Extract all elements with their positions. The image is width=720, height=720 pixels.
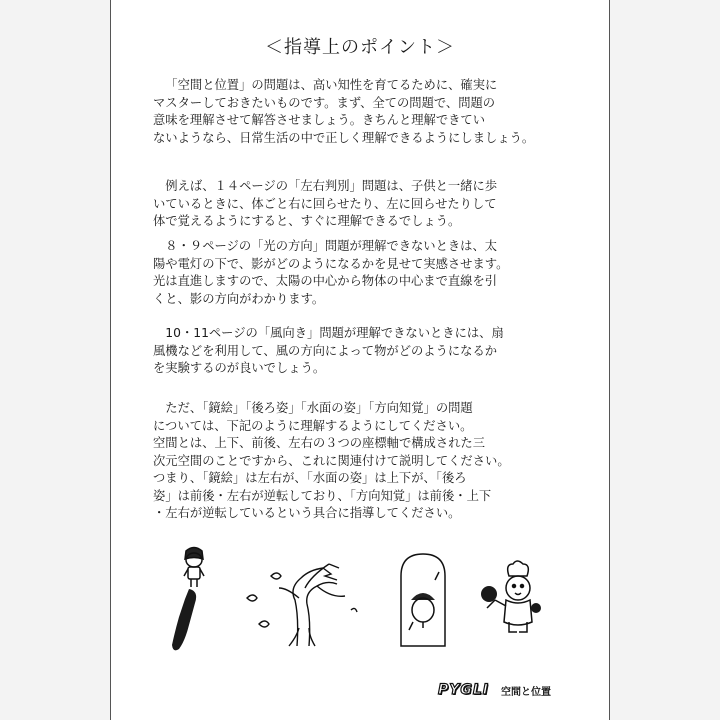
publisher-logo: PYGLI	[437, 682, 489, 698]
paragraph-5: ただ、「鏡絵」「後ろ姿」「水面の姿」「方向知覚」の問題 については、下記のように理解するようにしてください。 空間とは、上下、前後、左右の３つの座標軸で構成された三 次元空間のことですから、これに関連付けて説明してください。 つまり、「鏡絵」は左右が、「水面の姿」は上下が、「後ろ 姿」は前後・左右が逆転しており、「方向知覚」は前後・上下 ・左右が逆転しているという具合に指導してください。	[153, 401, 510, 520]
page-title: ＜指導上のポイント＞	[265, 37, 455, 58]
document-page	[110, 0, 610, 720]
series-title: 空間と位置	[501, 686, 551, 698]
paragraph-3: ８・９ページの「光の方向」問題が理解できないときは、太 陽や電灯の下で、影がどのようになるかを見せて実感させます。 光は直進しますので、太陽の中心から物体の中心まで直線を引 くと、影の方向がわかります。	[153, 239, 509, 306]
footer	[438, 682, 551, 698]
tree-in-wind-icon	[239, 558, 359, 648]
mirror-with-acorn-icon	[395, 550, 451, 650]
child-with-shadow-icon	[169, 545, 219, 655]
chef-with-frying-pan-icon	[479, 558, 549, 638]
paragraph-4: 10・11ページの「風向き」問題が理解できないときには、扇 風機などを利用して、風の方向によって物がどのようになるか を実験するのが良いでしょう。	[153, 326, 504, 375]
paragraph-2: 例えば、１４ページの「左右判別」問題は、子供と一緒に歩 いているときに、体ごと右に回らせたり、左に回らせたりして 体で覚えるようにすると、すぐに理解できるでしょう。	[153, 179, 498, 228]
paragraph-1: 「空間と位置」の問題は、高い知性を育てるために、確実に マスターしておきたいものです。まず、全ての問題で、問題の 意味を理解させて解答させましょう。きちんと理解できてい ないようなら、日常生活の中で正しく理解できるようにしましょう。	[153, 78, 535, 145]
